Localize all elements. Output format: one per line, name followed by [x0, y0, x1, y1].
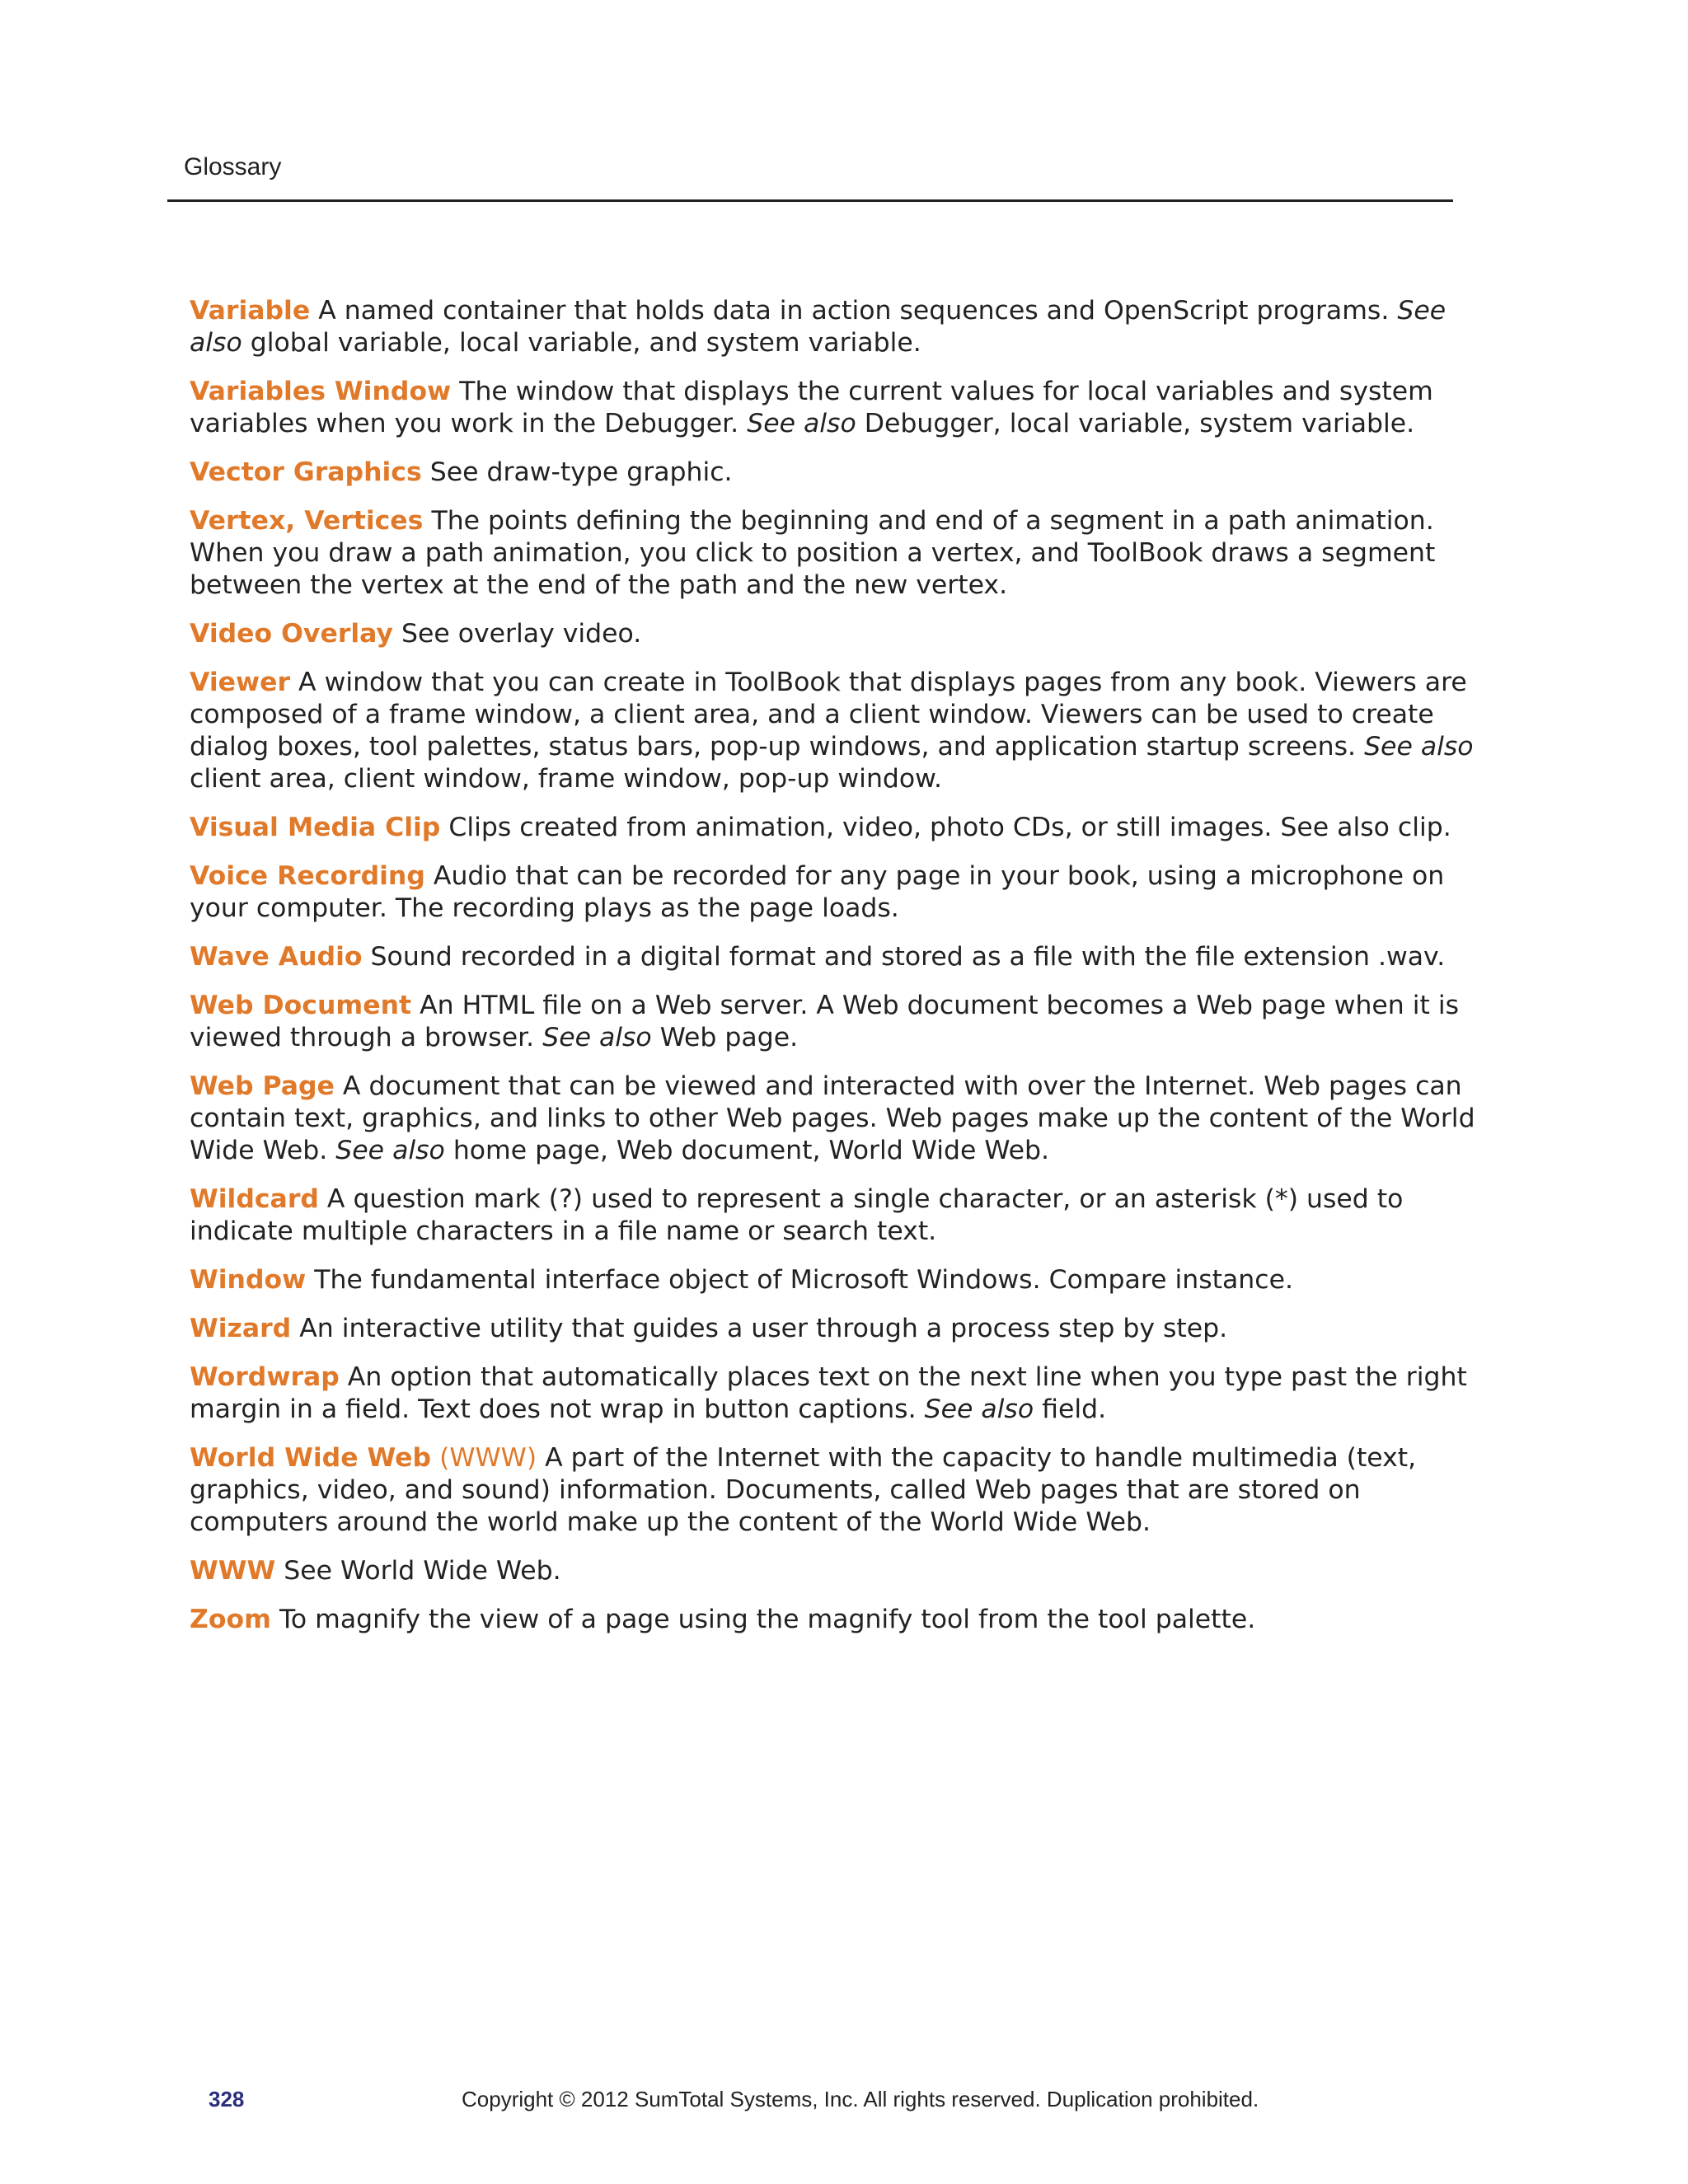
glossary-term: Variable	[190, 296, 311, 326]
glossary-definition: Web page.	[651, 1023, 799, 1052]
glossary-definition: The window that displays the current values for local variables and system variables when you work in the Debugger.	[190, 377, 1433, 438]
see-also-label: See also	[924, 1394, 1034, 1424]
glossary-term: Visual Media Clip	[190, 813, 441, 842]
see-also-label: See also	[542, 1023, 652, 1052]
glossary-entry	[190, 295, 1475, 359]
glossary-definition: Sound recorded in a digital format and stored as a file with the file extension .wav.	[362, 942, 1446, 972]
glossary-entry	[190, 990, 1475, 1054]
glossary-definition: A question mark (?) used to represent a single character, or an asterisk (*) used to indicate multiple characters in a file name or search text.	[190, 1184, 1404, 1246]
glossary-term: WWW	[190, 1556, 276, 1586]
glossary-entry	[190, 1071, 1475, 1167]
glossary-term: Wordwrap	[190, 1362, 340, 1392]
glossary-entry	[190, 457, 1475, 489]
glossary-definition: To magnify the view of a page using the magnify tool from the tool palette.	[270, 1605, 1256, 1634]
glossary-entry	[190, 1183, 1475, 1248]
glossary-term: Wizard	[190, 1314, 292, 1343]
glossary-entry	[190, 1604, 1475, 1636]
glossary-term: Window	[190, 1265, 307, 1295]
glossary-term: Video Overlay	[190, 619, 393, 649]
glossary-definition: An interactive utility that guides a user through a process step by step.	[291, 1314, 1228, 1343]
glossary-definition: field.	[1034, 1394, 1107, 1424]
glossary-definition: client area, client window, frame window, pop-up window.	[190, 764, 943, 794]
see-also-label: See also	[190, 296, 1447, 358]
header-divider	[167, 199, 1453, 202]
glossary-entry	[190, 1361, 1475, 1426]
glossary-term: Vertex, Vertices	[190, 506, 424, 536]
glossary-definition: A document that can be viewed and interacted with over the Internet. Web pages can contain text, graphics, and links to other Web pages. Web pages make up the content of the World Wide Web.	[190, 1071, 1475, 1165]
copyright-notice: Copyright © 2012 SumTotal Systems, Inc. All rights reserved. Duplication prohibited.	[462, 2087, 1259, 2111]
glossary-entry	[190, 1555, 1475, 1587]
glossary-term: Web Document	[190, 991, 412, 1020]
glossary-definition: global variable, local variable, and system variable.	[241, 328, 921, 358]
glossary-term: Wave Audio	[190, 942, 363, 972]
glossary-definition: A named container that holds data in action sequences and OpenScript programs.	[310, 296, 1398, 326]
glossary-definition: An HTML file on a Web server. A Web document becomes a Web page when it is viewed through a browser.	[190, 991, 1460, 1052]
glossary-entry	[190, 812, 1475, 844]
glossary-entry	[190, 860, 1475, 925]
glossary-term-abbreviation: (WWW)	[431, 1443, 537, 1473]
glossary-definition: Debugger, local variable, system variable.	[856, 409, 1415, 438]
glossary-entry	[190, 941, 1475, 973]
glossary-definition: A window that you can create in ToolBook that displays pages from any book. Viewers are composed of a frame window, a client area, and a client window. Viewers can be used to create dialog boxes, tool palettes, status bars, pop-up windows, and application startup screens.	[190, 668, 1467, 762]
glossary-definition: See overlay video.	[392, 619, 642, 649]
see-also-label: See also	[335, 1136, 445, 1165]
glossary-definition: Audio that can be recorded for any page in your book, using a microphone on your computer. The recording plays as the page loads.	[190, 861, 1445, 923]
glossary-definition: home page, Web document, World Wide Web.	[444, 1136, 1050, 1165]
glossary-entry	[190, 376, 1475, 440]
glossary-definition: See draw-type graphic.	[421, 457, 733, 487]
glossary-definition: An option that automatically places text on the next line when you type past the right margin in a field. Text does not wrap in button captions.	[190, 1362, 1467, 1424]
glossary-entry	[190, 505, 1475, 602]
see-also-label: See also	[747, 409, 856, 438]
glossary-term: Variables Window	[190, 377, 452, 406]
glossary-entry	[190, 1442, 1475, 1539]
glossary-definition: The points defining the beginning and end of a segment in a path animation. When you draw a path animation, you click to position a vertex, and ToolBook draws a segment between the vertex at the end of the path and the new vertex.	[190, 506, 1436, 600]
glossary-entry	[190, 618, 1475, 650]
glossary-definition: See World Wide Web.	[275, 1556, 561, 1586]
glossary-list	[190, 295, 1475, 1652]
glossary-definition: The fundamental interface object of Microsoft Windows. Compare instance.	[306, 1265, 1293, 1295]
glossary-definition: Clips created from animation, video, photo CDs, or still images. See also clip.	[440, 813, 1451, 842]
see-also-label: See also	[1364, 732, 1474, 762]
glossary-definition: A part of the Internet with the capacity to handle multimedia (text, graphics, video, and sound) information. Documents, called Web pages that are stored on computers around the world make up the content of the World Wide Web.	[190, 1443, 1417, 1537]
glossary-term: Viewer	[190, 668, 290, 697]
glossary-entry	[190, 1264, 1475, 1296]
glossary-term: Vector Graphics	[190, 457, 422, 487]
glossary-term: Wildcard	[190, 1184, 319, 1214]
glossary-entry	[190, 667, 1475, 795]
glossary-entry	[190, 1313, 1475, 1345]
running-header: Glossary	[184, 153, 282, 180]
glossary-term: World Wide Web	[190, 1443, 432, 1473]
glossary-term: Web Page	[190, 1071, 335, 1101]
page-number: 328	[209, 2087, 245, 2111]
glossary-term: Zoom	[190, 1605, 271, 1634]
glossary-term: Voice Recording	[190, 861, 425, 891]
